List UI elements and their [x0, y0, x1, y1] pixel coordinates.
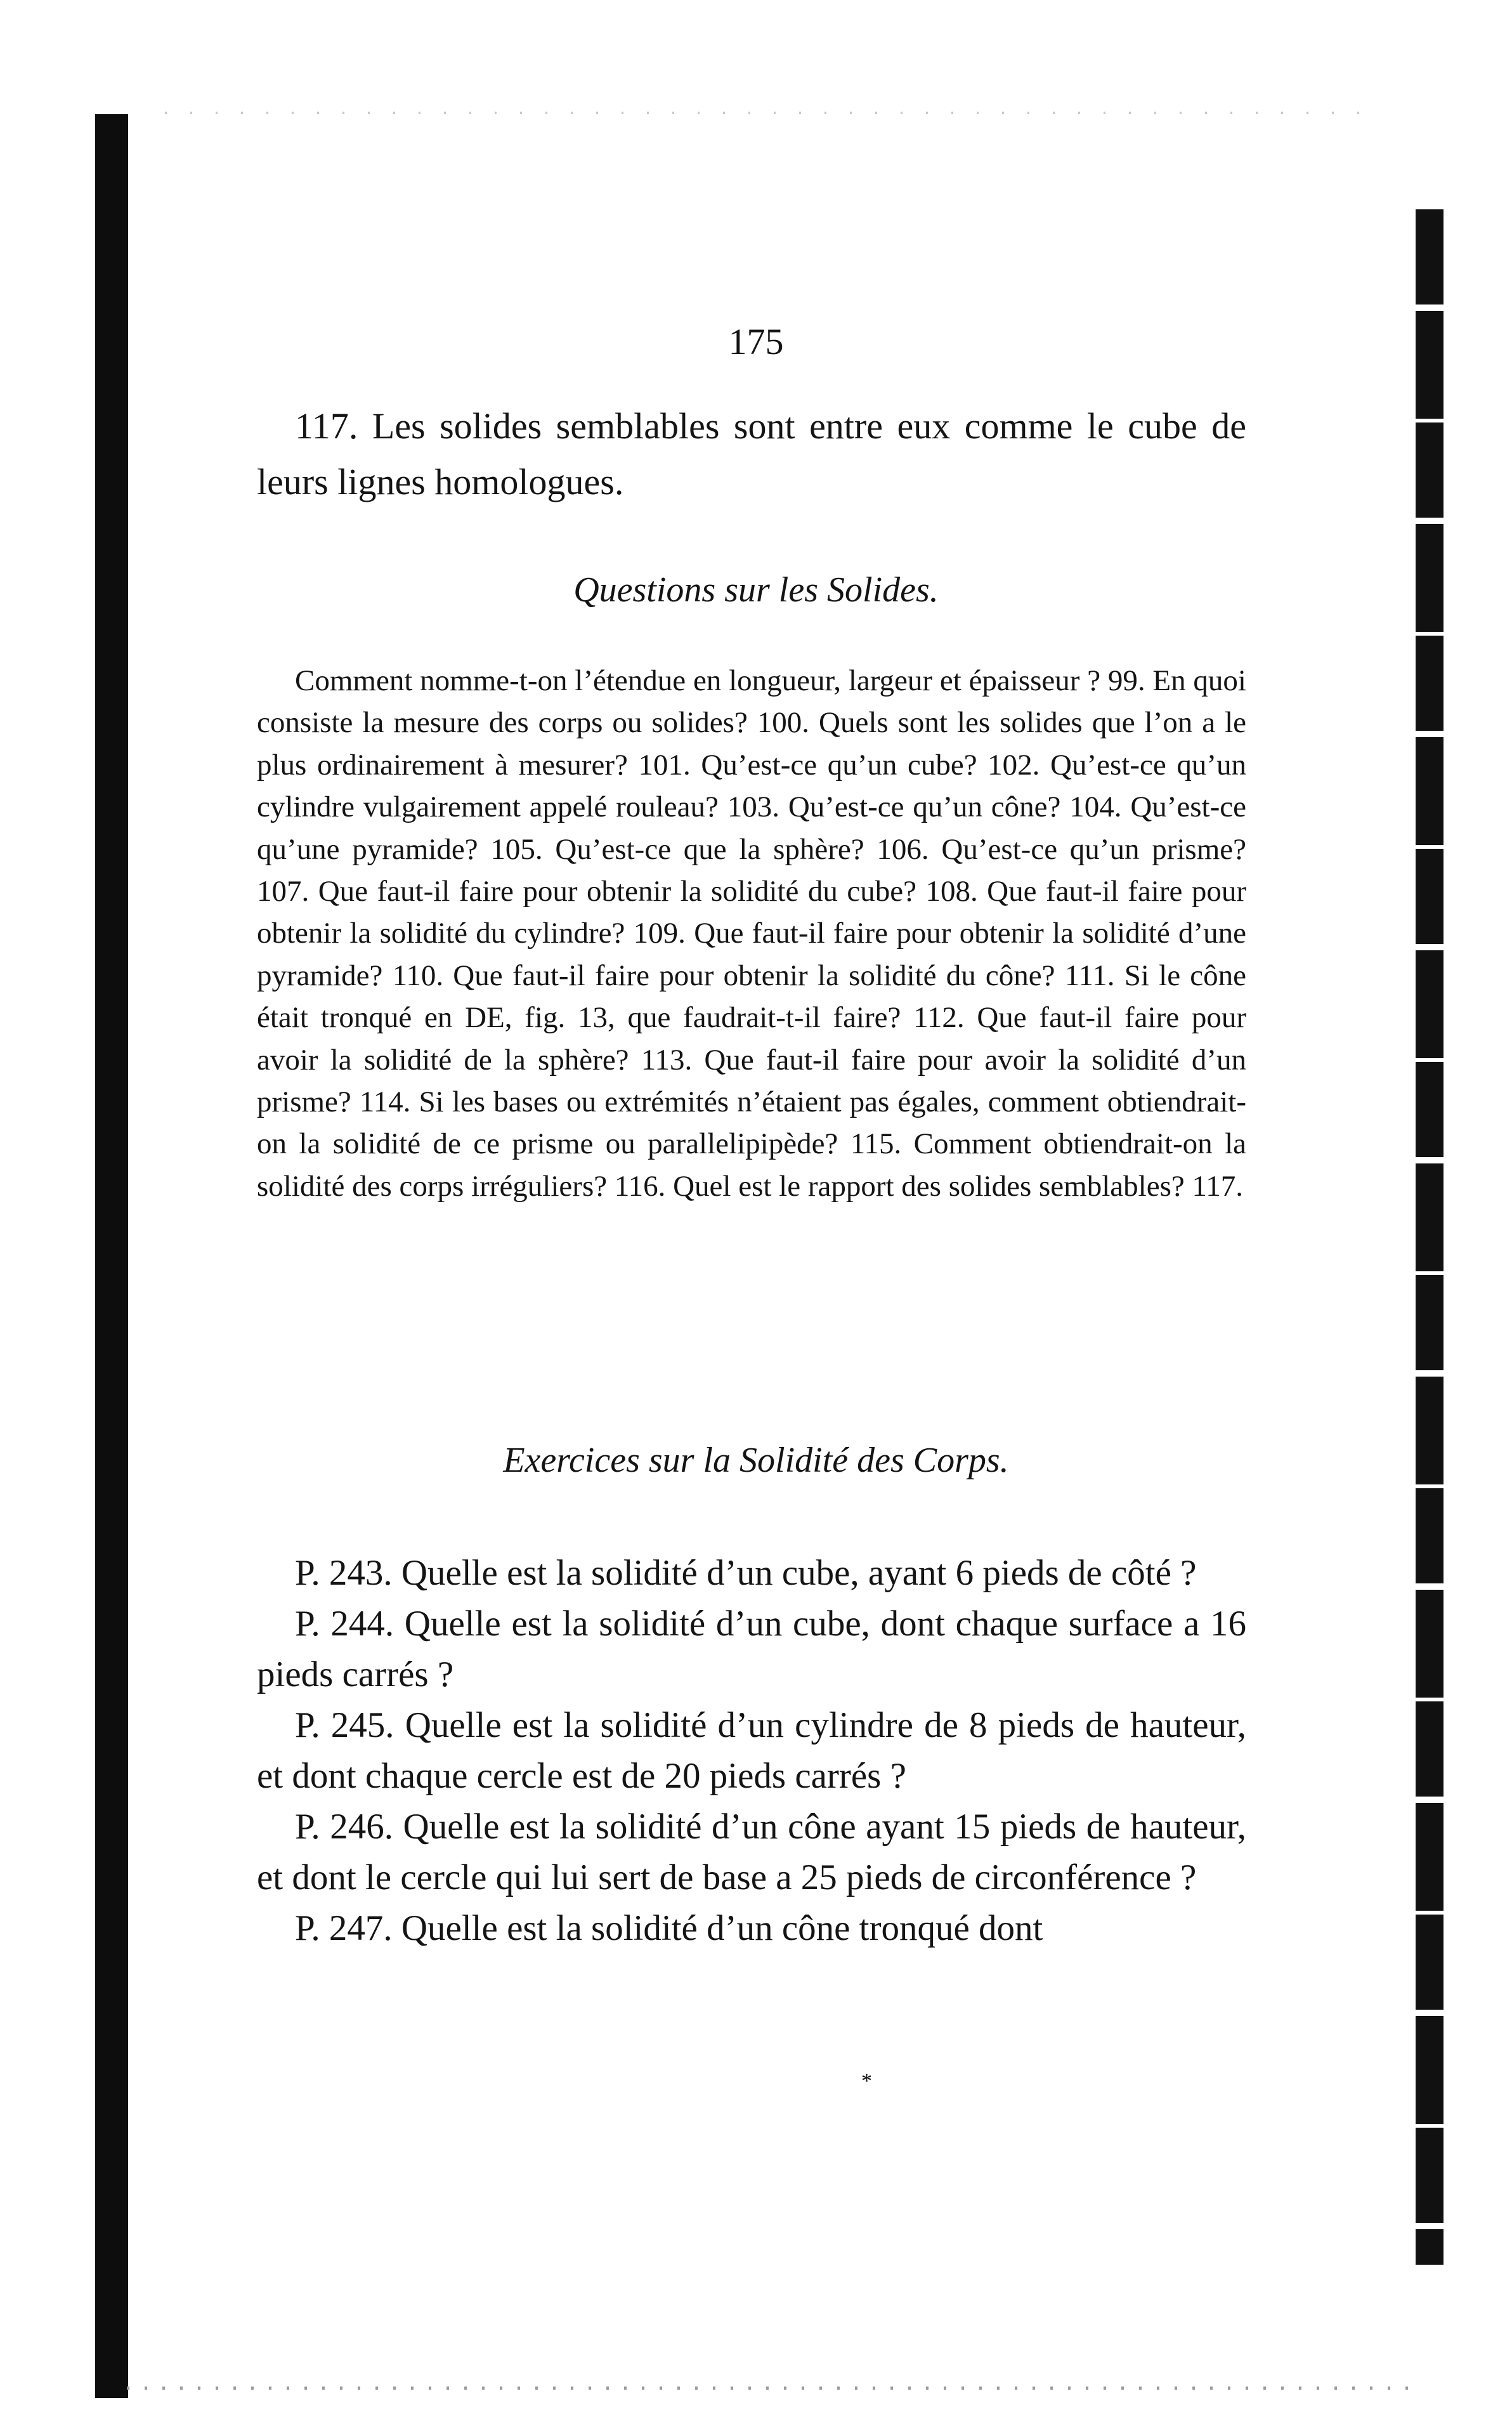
exercises-heading: Exercices sur la Solidité des Corps.: [503, 1441, 1009, 1480]
questions-body: Comment nomme-t-on l’étendue en longueur, largeur et épaisseur ? 99. En quoi consiste la mesure des corps ou solides? 100. Quels sont les solides que l’on a le plus ordinairement à mesurer? 101. Qu’est-ce qu’un cube? 102. Qu’est-ce qu’un cylindre vulgairement appelé rouleau? 103. Qu’est-ce qu’un cône? 104. Qu’est-ce qu’une pyramide? 105. Qu’est-ce que la sphère? 106. Qu’est-ce qu’un prisme? 107. Que faut-il faire pour obtenir la solidité du cube? 108. Que faut-il faire pour obtenir la solidité du cylindre? 109. Que faut-il faire pour obtenir la solidité d’une pyramide? 110. Que faut-il faire pour obtenir la solidité du cône? 111. Si le cône était tronqué en DE, fig. 13, que faudrait-t-il faire? 112. Que faut-il faire pour avoir la solidité de la sphère? 113. Que faut-il faire pour avoir la solidité d’un prisme? 114. Si les bases ou extrémités n’étaient pas égales, comment obtiendrait-on la solidité de ce prisme ou parallelipipède? 115. Comment obtiendrait-on la solidité des corps irréguliers? 116. Quel est le rapport des solides semblables? 117.: [257, 664, 1246, 1203]
scan-noise-top: [165, 112, 1370, 114]
problem-247: P. 247. Quelle est la solidité d’un cône tronqué dont: [295, 1908, 1043, 1948]
questions-block: [257, 660, 1246, 1207]
scan-noise-bottom: [127, 2387, 1408, 2390]
exercises-block: [257, 1548, 1246, 1954]
page-number: 175: [728, 321, 784, 362]
problem-245: P. 245. Quelle est la solidité d’un cylindre de 8 pieds de hauteur, et dont chaque cercle est de 20 pieds carrés ?: [257, 1705, 1246, 1796]
theorem-block: [257, 398, 1246, 510]
page-mark: *: [861, 2069, 872, 2093]
problem-246: P. 246. Quelle est la solidité d’un cône ayant 15 pieds de hauteur, et dont le cercle qui lui sert de base a 25 pieds de circonférence ?: [257, 1807, 1246, 1897]
scan-edge-right: [1416, 209, 1444, 2265]
theorem-text: 117. Les solides semblables sont entre eux comme le cube de leurs lignes homologues.: [257, 405, 1246, 502]
scan-edge-left: [95, 114, 128, 2398]
problem-243: P. 243. Quelle est la solidité d’un cube, ayant 6 pieds de côté ?: [295, 1553, 1197, 1593]
questions-heading: Questions sur les Solides.: [573, 570, 939, 610]
problem-244: P. 244. Quelle est la solidité d’un cube, dont chaque surface a 16 pieds carrés ?: [257, 1604, 1246, 1694]
